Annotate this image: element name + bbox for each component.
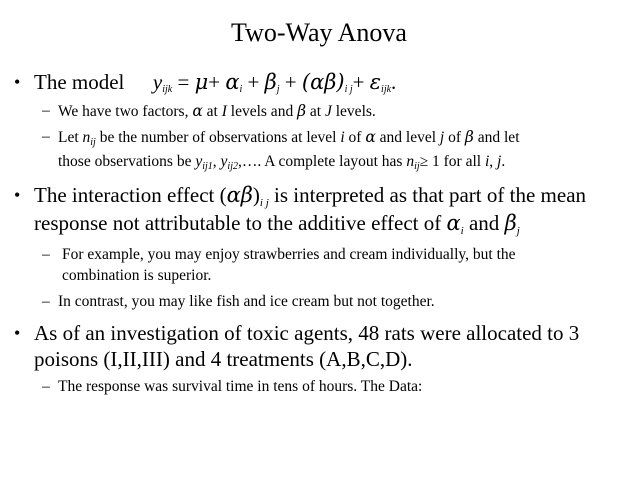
bullet-marker: • (14, 185, 21, 205)
sub-bullet-marker: – (42, 246, 50, 263)
model-lead: The model (34, 70, 125, 94)
sub-bullet-marker: – (42, 102, 50, 119)
sub-bullet-marker: – (42, 293, 50, 310)
slide-title: Two-Way Anova (231, 18, 407, 47)
bullet-marker: • (14, 323, 21, 343)
slide: Two-Way Anova • The model $y_{ijk} = \mu+ \alpha_i + \beta_j + (\alpha\beta)_{i j}+ \varepsilon_{ijk}$. – We have two factors, α at I levels and β at J levels. – Let $n_{ij}$ be the number of observations at level i of α and level j of β and let those observations be $y_{ij1}$, $y_{ij2},\dots$. A complete layout has $n_{ij}\ge 1$ for all i, j. • The interaction effect $(\alpha\beta)_{i j}$ is interpreted as that part of the mean response not attributable to the additive effect of $\alpha_i$ and $\beta_j$ – For example, you may enjoy strawberries and cream individually, but the combination is superior. – In contrast, you may like fish and ice cream but not together. • As of an investigation of toxic agents, 48 rats were allocated to 3 poisons (I,II,III) and 4 treatments (A,B,C,D). – The response was survival time in tens of hours. The Data: (0, 0, 638, 478)
model-text: The model $y_{ijk} = \mu+ \alpha_i + \beta_j + (\alpha\beta)_{i j}+ \varepsilon_{ijk}$. (34, 70, 397, 95)
bullet-marker: • (14, 72, 21, 92)
sub-bullet-marker: – (42, 378, 50, 395)
sub-bullet-marker: – (42, 128, 50, 145)
